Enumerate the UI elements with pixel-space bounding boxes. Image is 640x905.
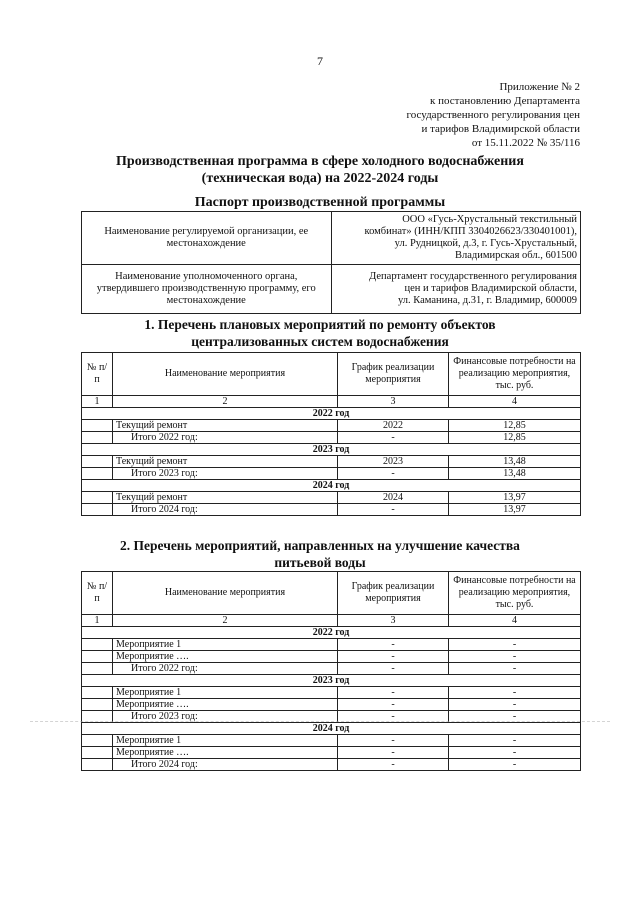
table-row xyxy=(82,651,581,663)
table-cell: - xyxy=(449,663,581,675)
col-header-name: Наименование мероприятия xyxy=(113,353,338,396)
table-row xyxy=(82,492,581,504)
table-cell: - xyxy=(338,504,449,516)
appendix-line: к постановлению Департамента xyxy=(429,95,580,107)
year-cell: 2022 год xyxy=(82,627,581,639)
passport-value-line: цен и тарифов Владимирской области, xyxy=(404,283,577,294)
table-cell: Текущий ремонт xyxy=(113,492,338,504)
table-row xyxy=(82,639,581,651)
appendix-line: государственного регулирования цен xyxy=(406,109,580,121)
table-cell xyxy=(82,456,113,468)
table-cell: - xyxy=(338,432,449,444)
appendix-line: и тарифов Владимирской области xyxy=(421,123,580,135)
table-row xyxy=(82,432,581,444)
table-cell: 4 xyxy=(449,396,581,408)
table-cell: 2023 xyxy=(338,456,449,468)
scan-artifact-line xyxy=(30,721,610,722)
section-title-line: питьевой воды xyxy=(274,555,366,570)
table-row xyxy=(82,456,581,468)
year-row xyxy=(82,723,581,735)
table-cell: 12,85 xyxy=(449,432,581,444)
col-header-num: № п/п xyxy=(82,353,113,396)
table-cell: - xyxy=(449,687,581,699)
col-header-name: Наименование мероприятия xyxy=(113,572,338,615)
table-cell xyxy=(82,759,113,771)
table-cell: - xyxy=(338,651,449,663)
year-cell: 2023 год xyxy=(82,444,581,456)
passport-value-line: ООО «Гусь-Хрустальный текстильный xyxy=(402,214,577,225)
year-row xyxy=(82,408,581,420)
passport-value xyxy=(331,212,581,265)
table-cell: - xyxy=(338,759,449,771)
table-cell: - xyxy=(449,651,581,663)
table-cell: Итого 2022 год: xyxy=(113,663,338,675)
table-cell: 4 xyxy=(449,615,581,627)
table-row xyxy=(82,759,581,771)
table-row xyxy=(82,747,581,759)
table-cell: Итого 2023 год: xyxy=(113,468,338,480)
year-row xyxy=(82,675,581,687)
table-cell: 2 xyxy=(113,396,338,408)
section-2-title xyxy=(100,537,540,571)
col-header-schedule: График реализации мероприятия xyxy=(338,353,449,396)
section-title-line: централизованных систем водоснабжения xyxy=(191,334,449,349)
table-cell: 3 xyxy=(338,615,449,627)
passport-label: Наименование уполномоченного органа, утвердившего производственную программу, его местонахождение xyxy=(82,265,332,314)
table-cell: 2022 xyxy=(338,420,449,432)
table-cell: Итого 2024 год: xyxy=(113,504,338,516)
year-cell: 2024 год xyxy=(82,723,581,735)
table-cell: Мероприятие …. xyxy=(113,699,338,711)
year-row xyxy=(82,627,581,639)
section-title-line: 1. Перечень плановых мероприятий по ремонту объектов xyxy=(144,317,496,332)
appendix-block xyxy=(340,80,580,150)
year-cell: 2023 год xyxy=(82,675,581,687)
table-cell xyxy=(82,699,113,711)
table-cell: - xyxy=(338,711,449,723)
table-cell: Мероприятие 1 xyxy=(113,735,338,747)
appendix-line: от 15.11.2022 № 35/116 xyxy=(471,137,580,149)
table-cell: 13,48 xyxy=(449,468,581,480)
table-cell: - xyxy=(449,735,581,747)
table-cell xyxy=(82,687,113,699)
passport-value-line: ул. Рудницкой, д.3, г. Гусь-Хрустальный, xyxy=(394,238,577,249)
title-line: (техническая вода) на 2022-2024 годы xyxy=(201,171,439,186)
table-cell: Мероприятие 1 xyxy=(113,639,338,651)
table-cell: - xyxy=(449,711,581,723)
table-row xyxy=(82,420,581,432)
document-title xyxy=(60,153,580,187)
table-cell xyxy=(82,663,113,675)
section-title-line: 2. Перечень мероприятий, направленных на улучшение качества xyxy=(120,538,520,553)
table-cell xyxy=(82,492,113,504)
table-cell: - xyxy=(338,735,449,747)
table-row xyxy=(82,663,581,675)
section-1-title xyxy=(100,316,540,350)
table-cell: - xyxy=(338,663,449,675)
table-cell: 13,97 xyxy=(449,492,581,504)
table-cell: 13,48 xyxy=(449,456,581,468)
table-row xyxy=(82,504,581,516)
table-row xyxy=(82,265,581,314)
table-cell: - xyxy=(338,747,449,759)
table-cell: - xyxy=(449,759,581,771)
table-cell xyxy=(82,420,113,432)
table-row xyxy=(82,212,581,265)
col-header-finance: Финансовые потребности на реализацию мероприятия, тыс. руб. xyxy=(449,353,581,396)
table-cell: 1 xyxy=(82,396,113,408)
table-cell: - xyxy=(338,639,449,651)
table-cell: Текущий ремонт xyxy=(113,456,338,468)
table-cell xyxy=(82,747,113,759)
table-cell: 2 xyxy=(113,615,338,627)
table-index-row xyxy=(82,615,581,627)
appendix-line: Приложение № 2 xyxy=(499,81,580,93)
table-header-row xyxy=(82,572,581,615)
table-row xyxy=(82,735,581,747)
table-row xyxy=(82,699,581,711)
passport-value xyxy=(331,265,581,314)
page-number: 7 xyxy=(317,54,323,68)
passport-value-line: ул. Каманина, д.31, г. Владимир, 600009 xyxy=(397,295,577,306)
col-header-schedule: График реализации мероприятия xyxy=(338,572,449,615)
title-line: Производственная программа в сфере холодного водоснабжения xyxy=(116,154,524,169)
passport-title: Паспорт производственной программы xyxy=(194,195,446,210)
year-cell: 2024 год xyxy=(82,480,581,492)
table-cell: Мероприятие …. xyxy=(113,747,338,759)
table-cell xyxy=(82,432,113,444)
table-row xyxy=(82,468,581,480)
year-row xyxy=(82,444,581,456)
table-cell: Итого 2023 год: xyxy=(113,711,338,723)
passport-value-line: Владимирская обл., 601500 xyxy=(454,250,577,261)
table-index-row xyxy=(82,396,581,408)
table-cell: Мероприятие 1 xyxy=(113,687,338,699)
table-cell: - xyxy=(338,468,449,480)
table-row xyxy=(82,687,581,699)
passport-value-line: Департамент государственного регулирования xyxy=(369,271,577,282)
passport-label: Наименование регулируемой организации, ее местонахождение xyxy=(82,212,332,265)
table-cell: 2024 xyxy=(338,492,449,504)
table-cell: - xyxy=(449,699,581,711)
table-header-row xyxy=(82,353,581,396)
table-cell: Текущий ремонт xyxy=(113,420,338,432)
table-cell: 3 xyxy=(338,396,449,408)
table-cell xyxy=(82,639,113,651)
table-cell xyxy=(82,468,113,480)
table-cell xyxy=(82,735,113,747)
table-cell: Мероприятие …. xyxy=(113,651,338,663)
table-cell: - xyxy=(449,639,581,651)
table-cell: 1 xyxy=(82,615,113,627)
passport-value-line: комбинат» (ИНН/КПП 3304026623/330401001), xyxy=(364,226,577,237)
year-row xyxy=(82,480,581,492)
passport-table xyxy=(81,211,581,314)
water-quality-events-table xyxy=(81,571,581,771)
table-cell: Итого 2022 год: xyxy=(113,432,338,444)
col-header-num: № п/п xyxy=(82,572,113,615)
table-cell: 13,97 xyxy=(449,504,581,516)
year-cell: 2022 год xyxy=(82,408,581,420)
table-cell: Итого 2024 год: xyxy=(113,759,338,771)
table-cell xyxy=(82,651,113,663)
col-header-finance: Финансовые потребности на реализацию мероприятия, тыс. руб. xyxy=(449,572,581,615)
table-cell: - xyxy=(338,699,449,711)
table-cell xyxy=(82,504,113,516)
repair-events-table xyxy=(81,352,581,516)
table-cell: - xyxy=(449,747,581,759)
table-cell: 12,85 xyxy=(449,420,581,432)
table-cell: - xyxy=(338,687,449,699)
